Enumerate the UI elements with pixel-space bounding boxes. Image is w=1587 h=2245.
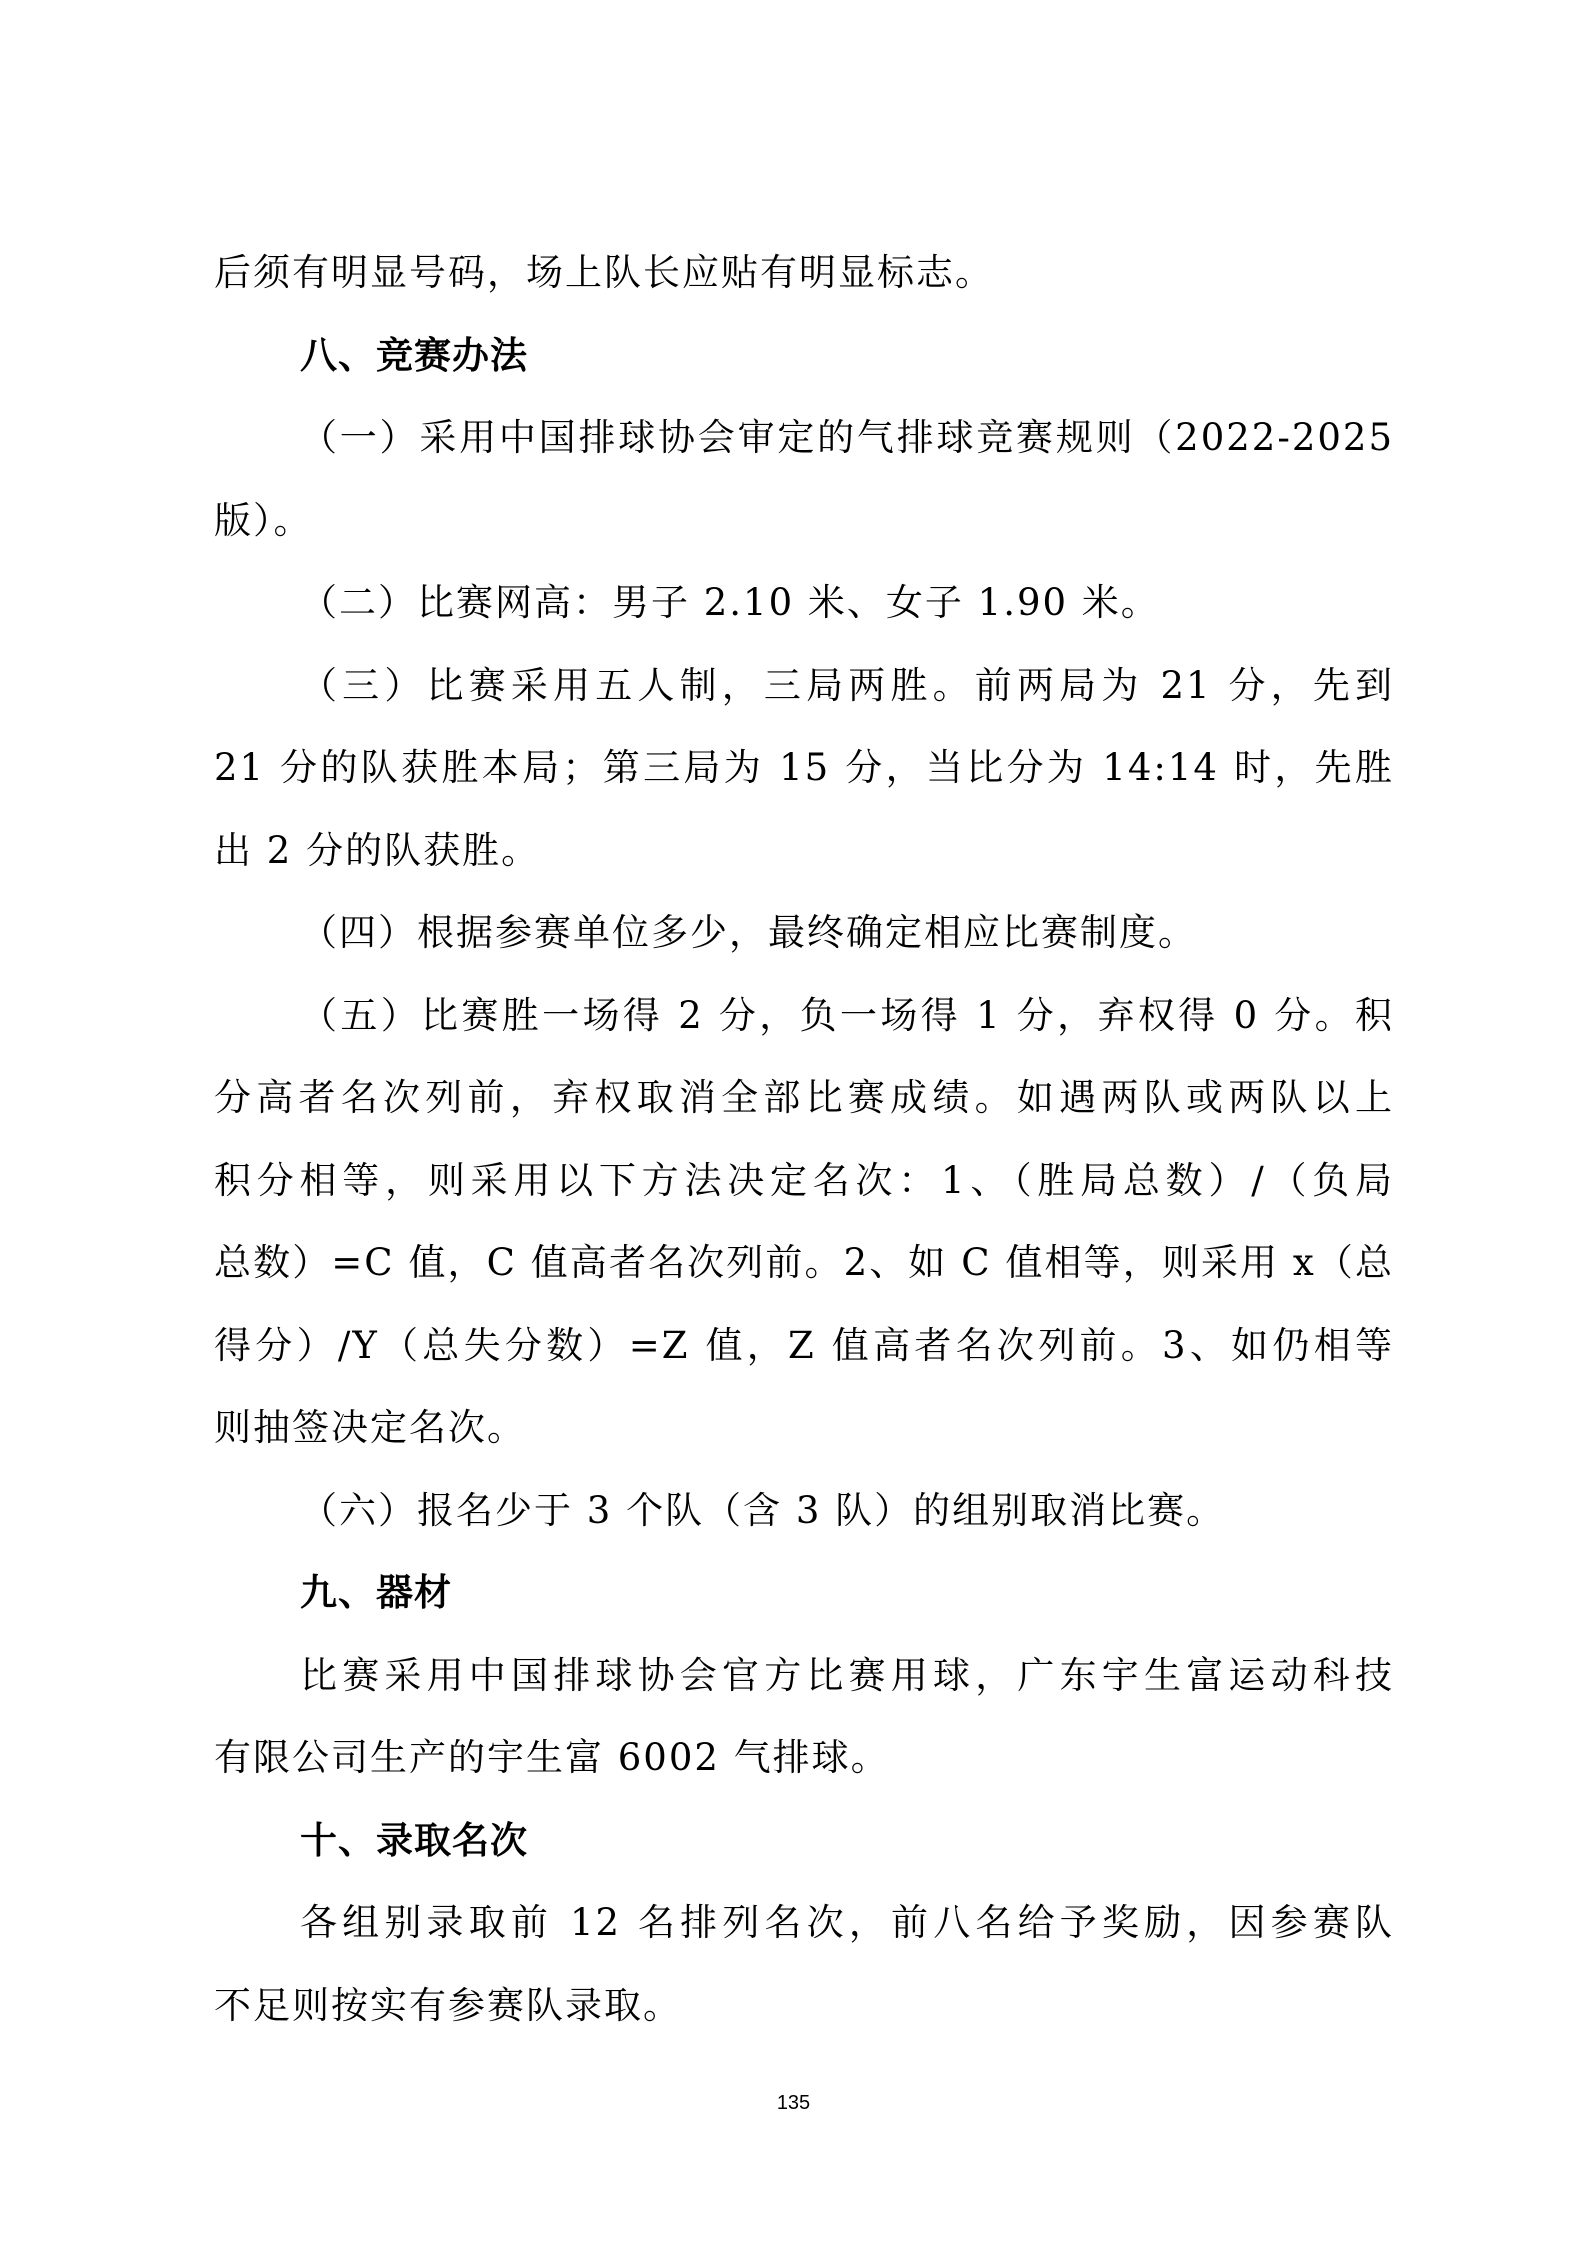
paragraph-line: （六）报名少于 3 个队（含 3 队）的组别取消比赛。 — [300, 1488, 1226, 1532]
paragraph-line: （五）比赛胜一场得 2 分，负一场得 1 分，弃权得 0 分。积 — [300, 993, 1394, 1037]
paragraph-line: 积分相等，则采用以下方法决定名次：1、（胜局总数）/（负局 — [214, 1158, 1394, 1202]
paragraph-line: 得分）/Y（总失分数）=Z 值，Z 值高者名次列前。3、如仍相等 — [214, 1323, 1394, 1367]
paragraph-line: 分高者名次列前，弃权取消全部比赛成绩。如遇两队或两队以上 — [214, 1076, 1394, 1119]
paragraph-line: 21 分的队获胜本局；第三局为 15 分，当比分为 14:14 时，先胜 — [214, 746, 1394, 789]
paragraph-line: 比赛采用中国排球协会官方比赛用球，广东宇生富运动科技 — [300, 1653, 1394, 1697]
paragraph-line: 出 2 分的队获胜。 — [214, 828, 541, 872]
paragraph-line: 各组别录取前 12 名排列名次，前八名给予奖励，因参赛队 — [300, 1901, 1394, 1944]
paragraph-line: 版）。 — [214, 498, 313, 542]
paragraph-line: 不足则按实有参赛队录取。 — [214, 1983, 682, 2027]
paragraph-line: （三）比赛采用五人制，三局两胜。前两局为 21 分，先到 — [300, 663, 1394, 707]
paragraph-line: 有限公司生产的宇生富 6002 气排球。 — [214, 1736, 890, 1779]
paragraph-line: 总数）=C 值，C 值高者名次列前。2、如 C 值相等，则采用 x（总 — [214, 1241, 1394, 1284]
section-heading-competition-method: 八、竞赛办法 — [300, 333, 528, 377]
document-body — [214, 232, 1394, 2047]
section-heading-equipment: 九、器材 — [300, 1571, 452, 1614]
paragraph-line: 后须有明显号码，场上队长应贴有明显标志。 — [214, 251, 994, 294]
paragraph-line: （一）采用中国排球协会审定的气排球竞赛规则（2022-2025 — [300, 416, 1394, 459]
paragraph-line: （二）比赛网高：男子 2.10 米、女子 1.90 米。 — [300, 581, 1160, 624]
section-heading-rankings: 十、录取名次 — [300, 1818, 528, 1862]
paragraph-line: 则抽签决定名次。 — [214, 1406, 526, 1449]
paragraph-line: （四）根据参赛单位多少，最终确定相应比赛制度。 — [300, 911, 1197, 954]
page-number: 135 — [776, 2092, 811, 2114]
